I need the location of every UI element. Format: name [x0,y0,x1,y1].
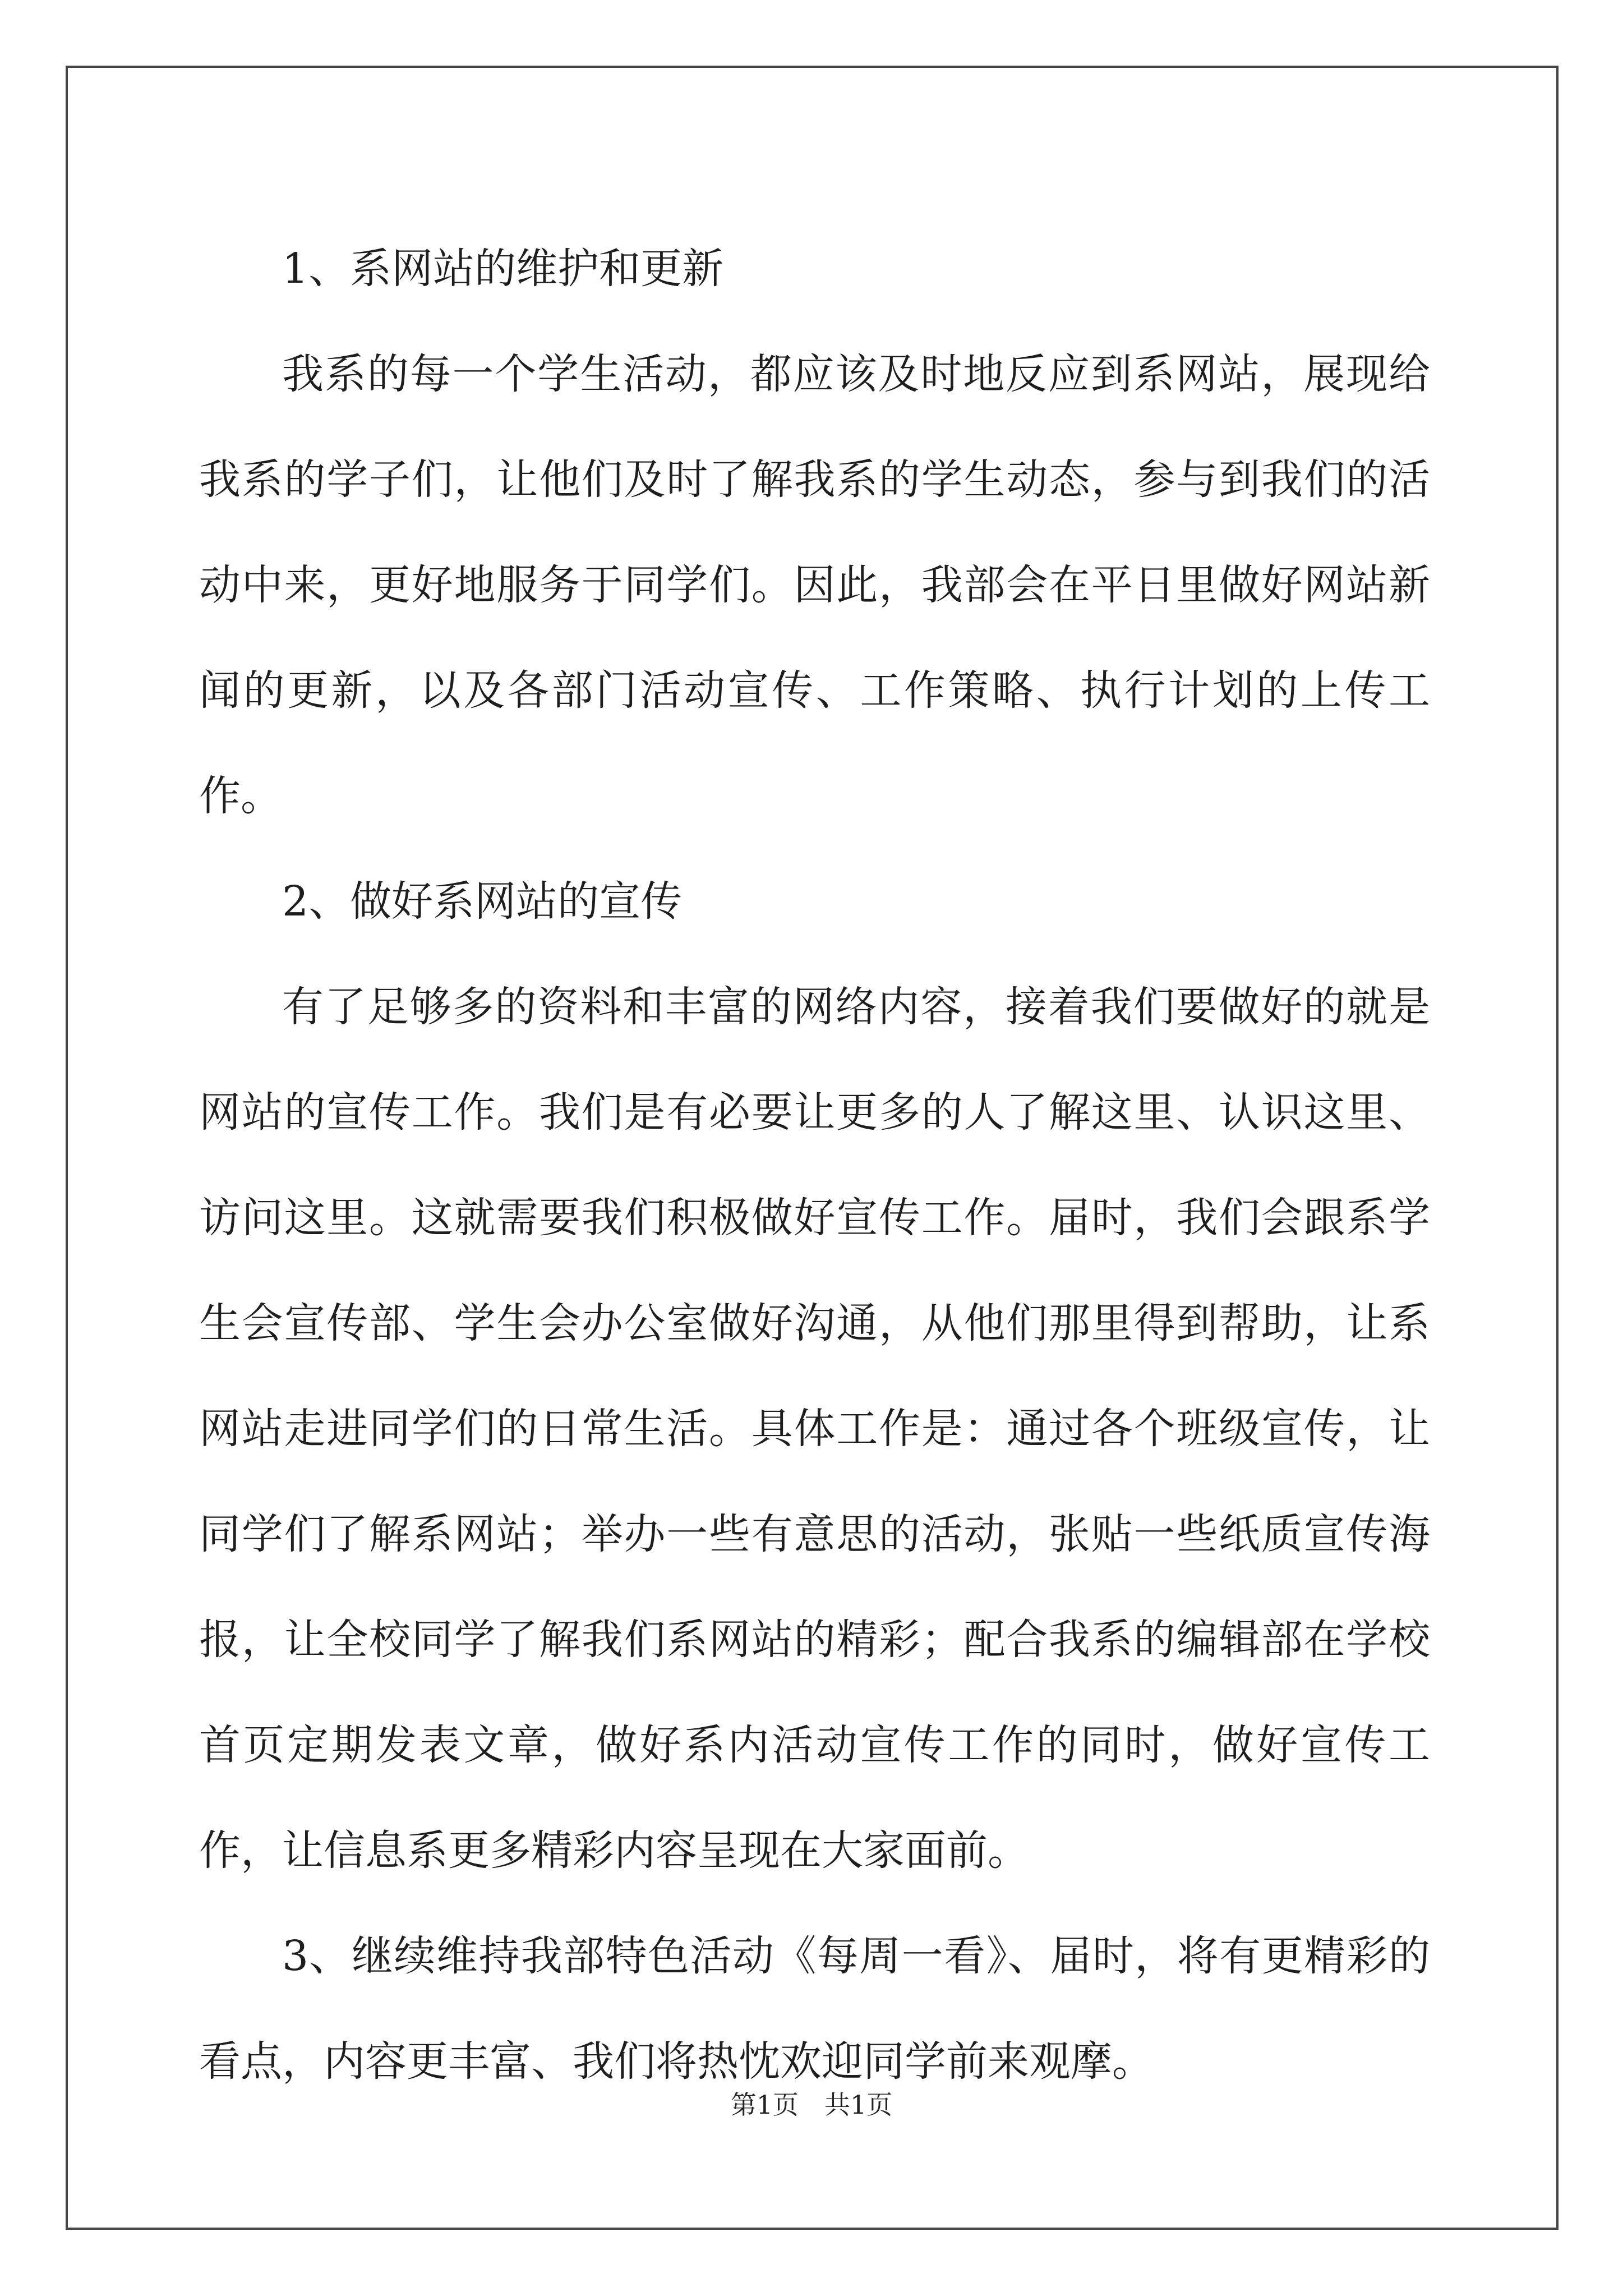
heading-1: 1、系网站的维护和更新 [282,245,724,293]
paragraph-3: 3、继续维持我部特色活动《每周一看》、届时，将有更精彩的看点，内容更丰富、我们将热忱欢迎同学前来观摩。 [199,1932,1430,2086]
paragraph-1: 我系的每一个学生活动，都应该及时地反应到系网站，展现给我系的学子们，让他们及时了解我系的学生动态，参与到我们的活动中来，更好地服务于同学们。因此，我部会在平日里做好网站新闻的更新，以及各部门活动宣传、工作策略、执行计划的上传工作。 [199,350,1430,820]
document-body [199,216,1430,2114]
heading-2: 2、做好系网站的宣传 [282,877,683,926]
page-footer: 第1页 共1页 [730,2090,893,2120]
paragraph-2: 有了足够多的资料和丰富的网络内容，接着我们要做好的就是网站的宣传工作。我们是有必要让更多的人了解这里、认识这里、访问这里。这就需要我们积极做好宣传工作。届时，我们会跟系学生会宣传部、学生会办公室做好沟通，从他们那里得到帮助，让系网站走进同学们的日常生活。具体工作是：通过各个班级宣传，让同学们了解系网站；举办一些有意思的活动，张贴一些纸质宣传海报，让全校同学了解我们系网站的精彩；配合我系的编辑部在学校首页定期发表文章，做好系内活动宣传工作的同时，做好宣传工作，让信息系更多精彩内容呈现在大家面前。 [199,983,1430,1875]
